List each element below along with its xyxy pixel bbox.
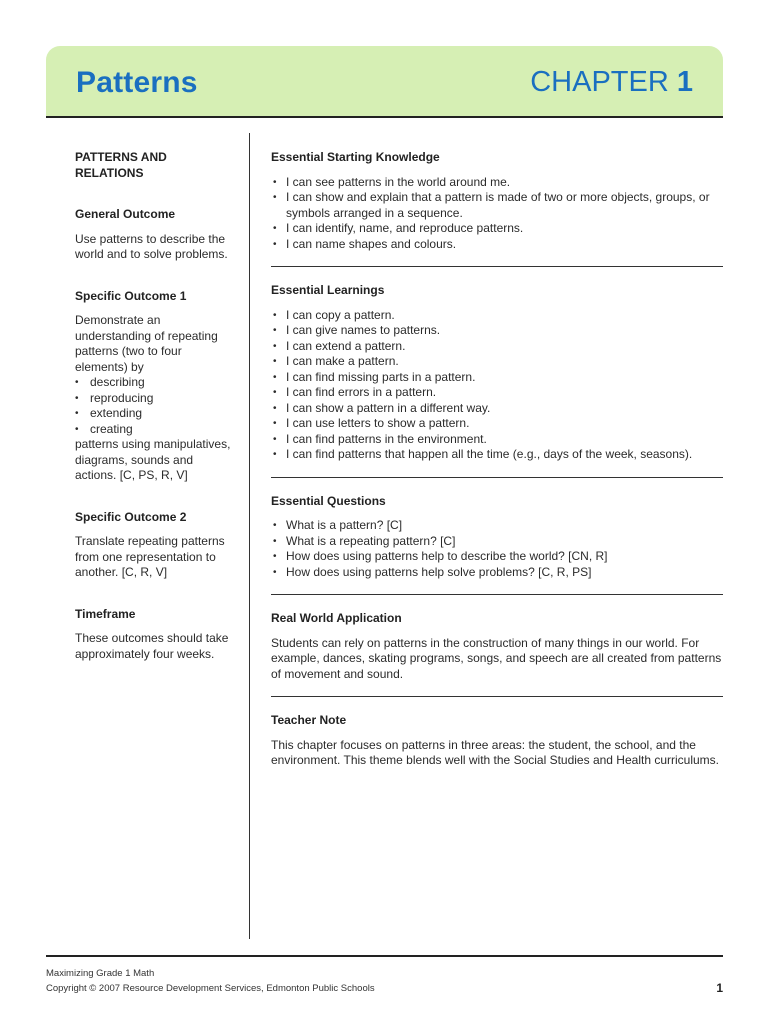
strand-heading: PATTERNS AND RELATIONS bbox=[75, 150, 167, 180]
list-item: • I can show and explain that a pattern is made of two or more objects, groups, or symbols arranged in a sequence. bbox=[271, 190, 723, 221]
page-footer bbox=[46, 966, 723, 996]
real-world-section bbox=[271, 611, 723, 697]
timeframe-text: These outcomes should take approximately four weeks. bbox=[75, 631, 229, 661]
column-divider bbox=[249, 133, 250, 939]
list-item: • I can see patterns in the world around me. bbox=[271, 175, 723, 191]
list-item: • describing bbox=[75, 375, 235, 391]
chapter-label bbox=[530, 66, 693, 99]
list-item: • reproducing bbox=[75, 391, 235, 407]
list-item: • I can find missing parts in a pattern. bbox=[271, 370, 723, 386]
footer-copyright: Copyright © 2007 Resource Development Services, Edmonton Public Schools bbox=[46, 983, 375, 994]
chapter-header bbox=[46, 46, 723, 118]
list-item: • I can show a pattern in a different way. bbox=[271, 401, 723, 417]
teacher-note-heading: Teacher Note bbox=[271, 713, 347, 727]
learnings-list bbox=[271, 308, 723, 463]
list-item: • How does using patterns help to describe the world? [CN, R] bbox=[271, 549, 723, 565]
list-item: • What is a repeating pattern? [C] bbox=[271, 534, 723, 550]
page-number: 1 bbox=[716, 981, 723, 995]
page-title: Patterns bbox=[76, 66, 198, 99]
starting-knowledge-section bbox=[271, 150, 723, 267]
specific-outcome-2-block bbox=[75, 510, 235, 581]
right-column bbox=[271, 150, 723, 799]
specific-outcome-1-block bbox=[75, 289, 235, 484]
specific-outcome-1-heading: Specific Outcome 1 bbox=[75, 288, 187, 303]
list-item: • I can identify, name, and reproduce patterns. bbox=[271, 221, 723, 237]
starting-knowledge-list bbox=[271, 175, 723, 253]
list-item: • How does using patterns help solve problems? [C, R, PS] bbox=[271, 565, 723, 581]
teacher-note-section bbox=[271, 713, 723, 783]
teacher-note-text: This chapter focuses on patterns in three areas: the student, the school, and the environment. This theme blends well with the Social Studies and Health curriculums. bbox=[271, 737, 719, 767]
specific-outcome-1-outro: patterns using manipulatives, diagrams, sounds and actions. [C, PS, R, V] bbox=[75, 437, 231, 482]
real-world-heading: Real World Application bbox=[271, 611, 402, 625]
chapter-number: 1 bbox=[676, 66, 693, 98]
general-outcome-heading: General Outcome bbox=[75, 207, 176, 221]
list-item: • I can extend a pattern. bbox=[271, 339, 723, 355]
specific-outcome-1-list bbox=[75, 375, 235, 437]
footer-book-title: Maximizing Grade 1 Math bbox=[46, 968, 155, 979]
list-item: • creating bbox=[75, 422, 235, 438]
strand-block bbox=[75, 150, 235, 181]
left-column bbox=[75, 150, 235, 688]
specific-outcome-1-intro: Demonstrate an understanding of repeating patterns (two to four elements) by bbox=[75, 313, 218, 374]
specific-outcome-2-heading: Specific Outcome 2 bbox=[75, 509, 187, 524]
timeframe-block bbox=[75, 607, 235, 663]
real-world-text: Students can rely on patterns in the construction of many things in our world. For example, dances, skating programs, songs, and speech are all created from patterns of movement and sound. bbox=[271, 635, 722, 681]
questions-heading: Essential Questions bbox=[271, 493, 386, 508]
list-item: • I can make a pattern. bbox=[271, 354, 723, 370]
list-item: • extending bbox=[75, 406, 235, 422]
learnings-section bbox=[271, 283, 723, 478]
list-item: • What is a pattern? [C] bbox=[271, 518, 723, 534]
list-item: • I can find errors in a pattern. bbox=[271, 385, 723, 401]
starting-knowledge-heading: Essential Starting Knowledge bbox=[271, 150, 440, 164]
learnings-heading: Essential Learnings bbox=[271, 283, 385, 297]
list-item: • I can name shapes and colours. bbox=[271, 237, 723, 253]
list-item: • I can find patterns that happen all the time (e.g., days of the week, seasons). bbox=[271, 447, 723, 463]
list-item: • I can use letters to show a pattern. bbox=[271, 416, 723, 432]
questions-section bbox=[271, 494, 723, 596]
footer-rule bbox=[46, 955, 723, 957]
list-item: • I can copy a pattern. bbox=[271, 308, 723, 324]
list-item: • I can give names to patterns. bbox=[271, 323, 723, 339]
timeframe-heading: Timeframe bbox=[75, 606, 136, 621]
list-item: • I can find patterns in the environment. bbox=[271, 432, 723, 448]
questions-list bbox=[271, 518, 723, 580]
specific-outcome-2-text: Translate repeating patterns from one representation to another. [C, R, V] bbox=[75, 534, 225, 579]
chapter-word: CHAPTER bbox=[530, 66, 669, 98]
general-outcome-block bbox=[75, 207, 235, 263]
general-outcome-text: Use patterns to describe the world and to solve problems. bbox=[75, 231, 228, 261]
